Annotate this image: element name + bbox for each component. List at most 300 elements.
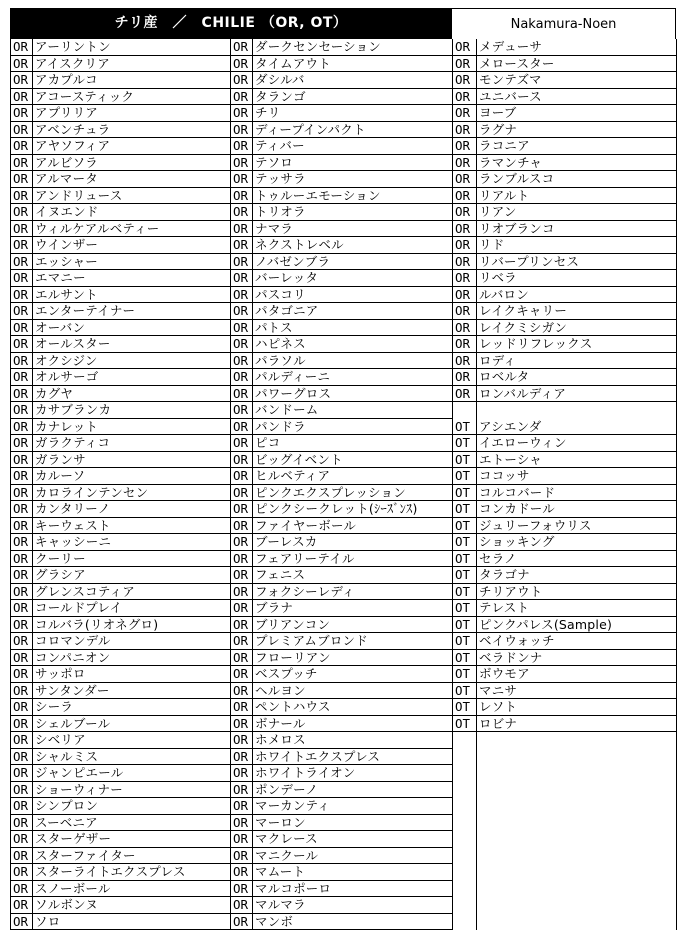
variety-name: アベンチュラ [33, 121, 231, 138]
variety-name: ロベルタ [477, 369, 677, 386]
variety-name [477, 913, 677, 930]
variety-name: ブーレスカ [253, 534, 453, 551]
variety-name: コールドプレイ [33, 600, 231, 617]
variety-name: アーリントン [33, 39, 231, 55]
variety-name: ラコニア [477, 138, 677, 155]
variety-code: OR [11, 253, 33, 270]
variety-name: パンドラ [253, 418, 453, 435]
variety-code: OR [231, 418, 253, 435]
variety-name: フェアリーテイル [253, 550, 453, 567]
table-row [11, 154, 677, 171]
variety-name: マーロン [253, 814, 453, 831]
variety-name: ベラドンナ [477, 649, 677, 666]
variety-code [453, 765, 477, 782]
variety-name: ホワイトエクスプレス [253, 748, 453, 765]
variety-table [10, 39, 677, 930]
variety-code: OR [453, 171, 477, 188]
variety-name: モンテズマ [477, 72, 677, 89]
table-row [11, 781, 677, 798]
variety-code: OR [453, 253, 477, 270]
variety-name: ピコ [253, 435, 453, 452]
variety-name: リアン [477, 204, 677, 221]
variety-code: OR [231, 781, 253, 798]
variety-code: OR [11, 567, 33, 584]
variety-table-body [11, 39, 677, 930]
sheet-header [10, 8, 676, 39]
variety-name: ベイウォッチ [477, 633, 677, 650]
variety-name: コルコバード [477, 484, 677, 501]
variety-name: ブラナ [253, 600, 453, 617]
variety-code: OR [11, 369, 33, 386]
variety-code [453, 897, 477, 914]
variety-name: ロンバルディア [477, 385, 677, 402]
variety-code: OR [453, 187, 477, 204]
variety-code: OT [453, 550, 477, 567]
variety-code: OR [11, 765, 33, 782]
variety-name: スターライトエクスプレス [33, 864, 231, 881]
variety-name: ウインザー [33, 237, 231, 254]
variety-name: コンカドール [477, 501, 677, 518]
table-row [11, 831, 677, 848]
variety-name: ショーウィナー [33, 781, 231, 798]
table-row [11, 451, 677, 468]
variety-name: リオブランコ [477, 220, 677, 237]
table-row [11, 649, 677, 666]
table-row [11, 319, 677, 336]
table-row [11, 732, 677, 749]
table-row [11, 237, 677, 254]
table-row [11, 39, 677, 55]
table-row [11, 666, 677, 683]
variety-code: OR [11, 204, 33, 221]
variety-name: マーカンティ [253, 798, 453, 815]
table-row [11, 270, 677, 287]
variety-code [453, 913, 477, 930]
table-row [11, 913, 677, 930]
variety-code: OR [11, 534, 33, 551]
variety-name [477, 831, 677, 848]
variety-code: OR [11, 385, 33, 402]
variety-code: OR [231, 831, 253, 848]
table-row [11, 220, 677, 237]
variety-name: エンターテイナー [33, 303, 231, 320]
variety-code: OR [231, 286, 253, 303]
variety-name: コルバラ(リオネグロ) [33, 616, 231, 633]
variety-name: レイクキャリー [477, 303, 677, 320]
table-row [11, 253, 677, 270]
variety-name: レッドリフレックス [477, 336, 677, 353]
variety-code: OR [11, 880, 33, 897]
variety-code: OR [11, 913, 33, 930]
variety-code: OR [453, 270, 477, 287]
variety-code: OR [231, 402, 253, 419]
variety-name: カナレット [33, 418, 231, 435]
table-row [11, 286, 677, 303]
variety-name: ショッキング [477, 534, 677, 551]
table-row [11, 517, 677, 534]
table-row [11, 798, 677, 815]
table-row [11, 171, 677, 188]
table-row [11, 501, 677, 518]
variety-code: OR [11, 633, 33, 650]
variety-name [477, 847, 677, 864]
variety-name: ピンクシークレット(ｼｰｽﾞﾝｽ) [253, 501, 453, 518]
variety-code: OR [453, 303, 477, 320]
variety-name: コロマンデル [33, 633, 231, 650]
variety-name: イヌエンド [33, 204, 231, 221]
variety-code: OR [11, 39, 33, 55]
variety-code: OR [453, 154, 477, 171]
variety-code: OR [231, 369, 253, 386]
variety-code: OR [11, 270, 33, 287]
table-row [11, 204, 677, 221]
variety-code [453, 748, 477, 765]
variety-name: ソルボンヌ [33, 897, 231, 914]
variety-code [453, 798, 477, 815]
variety-code: OR [453, 105, 477, 122]
variety-name: ブリアンコン [253, 616, 453, 633]
variety-code: OT [453, 517, 477, 534]
variety-code: OR [453, 369, 477, 386]
variety-name: リバープリンセス [477, 253, 677, 270]
variety-code: OR [453, 72, 477, 89]
variety-code: OR [11, 666, 33, 683]
variety-name: ノバゼンブラ [253, 253, 453, 270]
variety-code: OR [231, 138, 253, 155]
vendor-name: Nakamura-Noen [452, 8, 676, 39]
variety-code: OR [453, 204, 477, 221]
variety-code: OR [11, 468, 33, 485]
variety-code: OR [231, 616, 253, 633]
variety-code: OR [231, 270, 253, 287]
table-row [11, 847, 677, 864]
table-row [11, 435, 677, 452]
table-row [11, 385, 677, 402]
variety-code: OR [231, 39, 253, 55]
variety-name: バーレッタ [253, 270, 453, 287]
variety-name: ココッサ [477, 468, 677, 485]
variety-name: アシエンダ [477, 418, 677, 435]
variety-name: イエローウィン [477, 435, 677, 452]
variety-code: OR [11, 187, 33, 204]
variety-name: ナマラ [253, 220, 453, 237]
variety-code: OR [231, 303, 253, 320]
table-row [11, 303, 677, 320]
variety-name: グレンスコティア [33, 583, 231, 600]
variety-code: OR [231, 534, 253, 551]
variety-name: マンボ [253, 913, 453, 930]
variety-name: タラゴナ [477, 567, 677, 584]
table-row [11, 121, 677, 138]
variety-name: タイムアウト [253, 55, 453, 72]
variety-name: ジャンピエール [33, 765, 231, 782]
table-row [11, 864, 677, 881]
variety-code: OR [231, 765, 253, 782]
variety-name: ジュリーフォウリス [477, 517, 677, 534]
variety-name: オルサーゴ [33, 369, 231, 386]
variety-code: OT [453, 418, 477, 435]
variety-name: バンドーム [253, 402, 453, 419]
variety-code: OT [453, 484, 477, 501]
variety-name: パラソル [253, 352, 453, 369]
variety-name: ロビナ [477, 715, 677, 732]
variety-name: シャルミス [33, 748, 231, 765]
variety-name: ディープインパクト [253, 121, 453, 138]
variety-name: ティバー [253, 138, 453, 155]
variety-code: OR [231, 484, 253, 501]
variety-name: スターファイター [33, 847, 231, 864]
variety-name: パルディーニ [253, 369, 453, 386]
variety-code: OT [453, 666, 477, 683]
variety-name: リベラ [477, 270, 677, 287]
variety-name: アヤソフィア [33, 138, 231, 155]
variety-name: テレスト [477, 600, 677, 617]
variety-name: アルビソラ [33, 154, 231, 171]
variety-name: ベスプッチ [253, 666, 453, 683]
variety-code: OR [11, 897, 33, 914]
variety-name: コンパニオン [33, 649, 231, 666]
variety-code: OR [11, 715, 33, 732]
variety-name: アプリリア [33, 105, 231, 122]
variety-name: メロースター [477, 55, 677, 72]
variety-name: グラシア [33, 567, 231, 584]
variety-code: OR [11, 220, 33, 237]
variety-code: OR [231, 204, 253, 221]
variety-code: OR [231, 748, 253, 765]
variety-name: プレミアムブロンド [253, 633, 453, 650]
variety-code: OR [11, 501, 33, 518]
variety-code: OR [11, 847, 33, 864]
variety-code: OR [231, 633, 253, 650]
table-row [11, 633, 677, 650]
variety-name: エッシャー [33, 253, 231, 270]
variety-name: スーベニア [33, 814, 231, 831]
variety-code: OR [453, 138, 477, 155]
variety-code: OR [11, 798, 33, 815]
variety-code: OR [231, 517, 253, 534]
table-row [11, 72, 677, 89]
variety-code: OR [231, 567, 253, 584]
variety-code: OR [231, 600, 253, 617]
variety-name: カロラインテンセン [33, 484, 231, 501]
variety-code: OR [231, 682, 253, 699]
variety-name: パスコリ [253, 286, 453, 303]
variety-code: OT [453, 567, 477, 584]
variety-code: OR [231, 237, 253, 254]
variety-name: ファイヤーボール [253, 517, 453, 534]
variety-name: ホワイトライオン [253, 765, 453, 782]
variety-code: OR [453, 286, 477, 303]
variety-name: テッサラ [253, 171, 453, 188]
variety-code: OR [231, 435, 253, 452]
variety-code: OR [11, 699, 33, 716]
variety-code: OR [231, 451, 253, 468]
variety-code: OR [11, 781, 33, 798]
variety-code: OR [11, 814, 33, 831]
variety-code: OT [453, 435, 477, 452]
table-row [11, 814, 677, 831]
variety-code: OR [453, 385, 477, 402]
variety-name [477, 880, 677, 897]
variety-name: シェルブール [33, 715, 231, 732]
variety-name: ボウモア [477, 666, 677, 683]
variety-code: OT [453, 715, 477, 732]
variety-code: OR [11, 55, 33, 72]
variety-name: マクレース [253, 831, 453, 848]
variety-name: ガランサ [33, 451, 231, 468]
variety-code: OR [453, 88, 477, 105]
variety-name: ヘルヨン [253, 682, 453, 699]
variety-name: オーバン [33, 319, 231, 336]
variety-code: OR [231, 666, 253, 683]
variety-code [453, 814, 477, 831]
variety-code: OT [453, 583, 477, 600]
variety-code: OT [453, 682, 477, 699]
variety-name: パワーグロス [253, 385, 453, 402]
variety-name: ビッグイベント [253, 451, 453, 468]
variety-name [477, 798, 677, 815]
variety-name: オールスター [33, 336, 231, 353]
variety-name: トゥルーエモーション [253, 187, 453, 204]
variety-code: OR [11, 649, 33, 666]
variety-code: OR [453, 237, 477, 254]
variety-code: OR [11, 88, 33, 105]
variety-name: ネクストレベル [253, 237, 453, 254]
variety-code: OR [453, 319, 477, 336]
table-row [11, 897, 677, 914]
variety-name: マニクール [253, 847, 453, 864]
variety-name: ヒルベティア [253, 468, 453, 485]
variety-name [477, 864, 677, 881]
variety-code: OR [11, 286, 33, 303]
variety-name: ラグナ [477, 121, 677, 138]
variety-name: セラノ [477, 550, 677, 567]
variety-code: OR [231, 897, 253, 914]
table-row [11, 880, 677, 897]
variety-name: ガラクティコ [33, 435, 231, 452]
variety-code: OR [11, 418, 33, 435]
variety-name: エルサント [33, 286, 231, 303]
variety-code: OR [11, 154, 33, 171]
variety-name: ウィルケアルベティー [33, 220, 231, 237]
variety-name: シーラ [33, 699, 231, 716]
variety-name: フローリアン [253, 649, 453, 666]
variety-name: チリ [253, 105, 453, 122]
variety-code: OR [11, 402, 33, 419]
table-row [11, 402, 677, 419]
variety-name: アンドリュース [33, 187, 231, 204]
variety-name: アカプルコ [33, 72, 231, 89]
variety-name: ボナール [253, 715, 453, 732]
variety-name: ピンクパレス(Sample) [477, 616, 677, 633]
variety-name: レイクミシガン [477, 319, 677, 336]
variety-code: OR [11, 748, 33, 765]
variety-code: OT [453, 633, 477, 650]
variety-code: OR [11, 517, 33, 534]
variety-name [477, 781, 677, 798]
variety-name: ダシルバ [253, 72, 453, 89]
variety-name: カルーソ [33, 468, 231, 485]
variety-name: マルマラ [253, 897, 453, 914]
variety-name: ルバロン [477, 286, 677, 303]
variety-name: ロディ [477, 352, 677, 369]
variety-code: OR [11, 237, 33, 254]
variety-name: リド [477, 237, 677, 254]
table-row [11, 715, 677, 732]
table-row [11, 369, 677, 386]
variety-name: サンタンダー [33, 682, 231, 699]
variety-name: ピンクエクスプレッション [253, 484, 453, 501]
variety-code: OR [231, 699, 253, 716]
variety-code: OR [11, 138, 33, 155]
variety-name: ホメロス [253, 732, 453, 749]
variety-name: キャッシーニ [33, 534, 231, 551]
table-row [11, 352, 677, 369]
variety-code: OR [231, 171, 253, 188]
variety-name: ペントハウス [253, 699, 453, 716]
variety-name: レソト [477, 699, 677, 716]
table-row [11, 88, 677, 105]
variety-name: エトーシャ [477, 451, 677, 468]
variety-code [453, 781, 477, 798]
variety-name: パタゴニア [253, 303, 453, 320]
variety-code: OR [11, 121, 33, 138]
table-row [11, 55, 677, 72]
variety-code: OR [231, 55, 253, 72]
variety-code: OR [231, 798, 253, 815]
variety-code: OR [231, 105, 253, 122]
variety-code: OR [11, 171, 33, 188]
variety-code: OR [11, 105, 33, 122]
variety-name: ハピネス [253, 336, 453, 353]
variety-name: クーリー [33, 550, 231, 567]
variety-code: OR [11, 303, 33, 320]
variety-code: OR [231, 253, 253, 270]
variety-code: OR [231, 847, 253, 864]
variety-code [453, 831, 477, 848]
variety-name: カサブランカ [33, 402, 231, 419]
variety-name: マムート [253, 864, 453, 881]
variety-code: OR [231, 187, 253, 204]
variety-code [453, 402, 477, 419]
table-row [11, 765, 677, 782]
variety-name: シンプロン [33, 798, 231, 815]
variety-name: パトス [253, 319, 453, 336]
variety-code: OR [11, 550, 33, 567]
variety-name: アルマータ [33, 171, 231, 188]
variety-name: ユニバース [477, 88, 677, 105]
variety-name: ポンデーノ [253, 781, 453, 798]
variety-code: OR [231, 864, 253, 881]
variety-name: タランゴ [253, 88, 453, 105]
table-row [11, 418, 677, 435]
variety-name [477, 732, 677, 749]
variety-name: エマニー [33, 270, 231, 287]
variety-code: OR [11, 319, 33, 336]
variety-code: OR [231, 913, 253, 930]
variety-name: リアルト [477, 187, 677, 204]
variety-name: サッポロ [33, 666, 231, 683]
variety-code: OR [11, 72, 33, 89]
variety-name: メデューサ [477, 39, 677, 55]
variety-code: OT [453, 699, 477, 716]
variety-name: チリアウト [477, 583, 677, 600]
table-row [11, 583, 677, 600]
variety-name: ヨーブ [477, 105, 677, 122]
variety-code: OR [453, 352, 477, 369]
variety-code: OR [453, 55, 477, 72]
variety-name: ランブルスコ [477, 171, 677, 188]
